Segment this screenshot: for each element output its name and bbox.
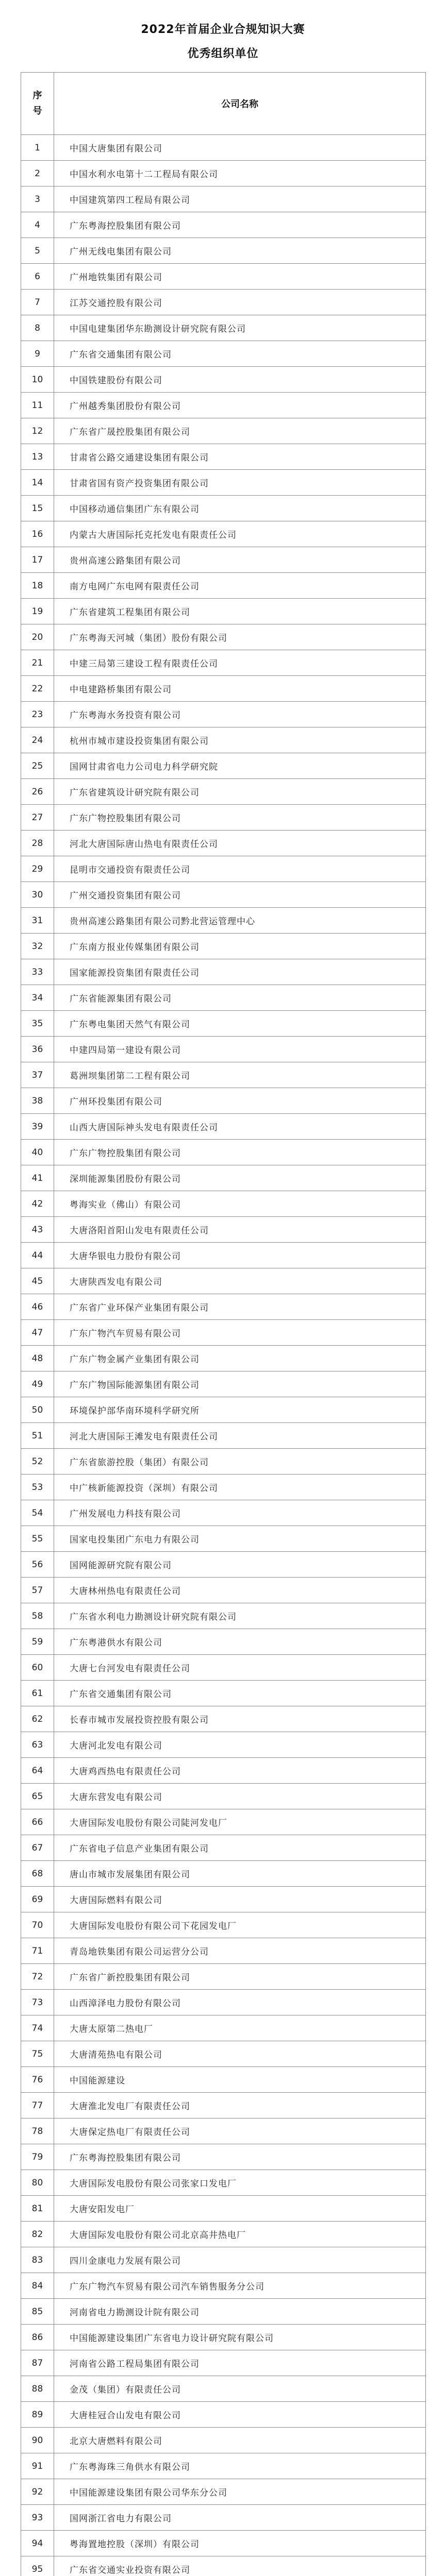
row-number: 89	[21, 2402, 54, 2428]
table-row	[21, 1140, 426, 1165]
row-number: 59	[21, 1629, 54, 1655]
table-row	[21, 1732, 426, 1758]
company-name: 大唐国际发电股份有限公司下花园发电厂	[54, 1912, 426, 1938]
header-number-line1: 序	[32, 90, 42, 101]
company-name: 广东省广晟控股集团有限公司	[54, 418, 426, 444]
row-number: 24	[21, 727, 54, 753]
table-row	[21, 599, 426, 624]
row-number: 64	[21, 1758, 54, 1784]
company-name: 广东广物汽车贸易有限公司	[54, 1320, 426, 1346]
table-row	[21, 650, 426, 676]
table-row	[21, 2093, 426, 2119]
company-name: 金茂（集团）有限责任公司	[54, 2376, 426, 2402]
row-number: 74	[21, 2015, 54, 2041]
row-number: 7	[21, 290, 54, 315]
company-name: 河北大唐国际王滩发电有限责任公司	[54, 1423, 426, 1449]
row-number: 95	[21, 2556, 54, 2576]
company-name: 环境保护部华南环境科学研究所	[54, 1397, 426, 1423]
row-number: 36	[21, 1037, 54, 1062]
row-number: 35	[21, 1011, 54, 1037]
table-row	[21, 496, 426, 521]
table-row	[21, 1165, 426, 1191]
row-number: 70	[21, 1912, 54, 1938]
row-number: 14	[21, 470, 54, 496]
company-name: 大唐安阳发电厂	[54, 2196, 426, 2222]
table-row	[21, 2556, 426, 2576]
header-row	[21, 73, 426, 135]
row-number: 33	[21, 959, 54, 985]
company-name: 大唐淮北发电厂有限责任公司	[54, 2093, 426, 2119]
table-row	[21, 1268, 426, 1294]
company-name: 河北大唐国际唐山热电有限责任公司	[54, 831, 426, 856]
row-number: 38	[21, 1088, 54, 1114]
company-name: 广东粤海天河城（集团）股份有限公司	[54, 624, 426, 650]
row-number: 46	[21, 1294, 54, 1320]
company-name: 国家能源投资集团有限责任公司	[54, 959, 426, 985]
row-number: 8	[21, 315, 54, 341]
company-name: 粤海置地控股（深圳）有限公司	[54, 2531, 426, 2556]
company-name: 河南省公路工程局集团有限公司	[54, 2350, 426, 2376]
row-number: 37	[21, 1062, 54, 1088]
table-row	[21, 1990, 426, 2015]
row-number: 66	[21, 1809, 54, 1835]
company-name: 大唐国际发电股份有限公司北京高井热电厂	[54, 2222, 426, 2247]
row-number: 57	[21, 1578, 54, 1603]
row-number: 48	[21, 1346, 54, 1371]
table-row	[21, 1578, 426, 1603]
row-number: 40	[21, 1140, 54, 1165]
table-row	[21, 2402, 426, 2428]
company-name: 大唐国际发电股份有限公司陡河发电厂	[54, 1809, 426, 1835]
table-row	[21, 727, 426, 753]
row-number: 34	[21, 985, 54, 1011]
company-name: 中国电建集团华东勘测设计研究院有限公司	[54, 315, 426, 341]
company-name: 广东省水利电力勘测设计研究院有限公司	[54, 1603, 426, 1629]
row-number: 87	[21, 2350, 54, 2376]
row-number: 84	[21, 2273, 54, 2299]
table-row	[21, 367, 426, 393]
document-title: 2022年首届企业合规知识大赛	[141, 23, 305, 36]
company-name: 贵州高速公路集团有限公司黔北营运管理中心	[54, 908, 426, 934]
table-row	[21, 212, 426, 238]
company-name: 大唐清苑热电有限公司	[54, 2041, 426, 2067]
row-number: 43	[21, 1217, 54, 1243]
row-number: 76	[21, 2067, 54, 2093]
row-number: 29	[21, 856, 54, 882]
row-number: 92	[21, 2479, 54, 2505]
row-number: 16	[21, 521, 54, 547]
table-row	[21, 2376, 426, 2402]
company-name: 中建三局第三建设工程有限责任公司	[54, 650, 426, 676]
row-number: 20	[21, 624, 54, 650]
company-name: 葛洲坝集团第二工程有限公司	[54, 1062, 426, 1088]
organizer-table	[21, 72, 426, 2576]
row-number: 10	[21, 367, 54, 393]
company-name: 大唐鸡西热电有限责任公司	[54, 1758, 426, 1784]
row-number: 63	[21, 1732, 54, 1758]
row-number: 21	[21, 650, 54, 676]
row-number: 51	[21, 1423, 54, 1449]
row-number: 39	[21, 1114, 54, 1140]
table-row	[21, 2505, 426, 2531]
row-number: 83	[21, 2247, 54, 2273]
company-name: 大唐林州热电有限责任公司	[54, 1578, 426, 1603]
table-row	[21, 1500, 426, 1526]
company-name: 山西大唐国际神头发电有限责任公司	[54, 1114, 426, 1140]
company-name: 甘肃省公路交通建设集团有限公司	[54, 444, 426, 470]
table-row	[21, 985, 426, 1011]
company-name: 广东省电子信息产业集团有限公司	[54, 1835, 426, 1861]
company-name: 国网甘肃省电力公司电力科学研究院	[54, 753, 426, 779]
row-number: 62	[21, 1706, 54, 1732]
table-row	[21, 1912, 426, 1938]
company-name: 大唐国际发电股份有限公司张家口发电厂	[54, 2170, 426, 2196]
row-number: 53	[21, 1475, 54, 1500]
company-name: 长春市城市发展投资控股有限公司	[54, 1706, 426, 1732]
table-row	[21, 1243, 426, 1268]
company-name: 广东粤海控股集团有限公司	[54, 2144, 426, 2170]
company-name: 四川金康电力发展有限公司	[54, 2247, 426, 2273]
table-row	[21, 805, 426, 831]
company-name: 深圳能源集团股份有限公司	[54, 1165, 426, 1191]
row-number: 2	[21, 161, 54, 187]
table-row	[21, 1294, 426, 1320]
table-row	[21, 2196, 426, 2222]
row-number: 94	[21, 2531, 54, 2556]
table-row	[21, 290, 426, 315]
row-number: 85	[21, 2299, 54, 2325]
table-row	[21, 393, 426, 418]
table-row	[21, 2067, 426, 2093]
row-number: 31	[21, 908, 54, 934]
row-number: 86	[21, 2325, 54, 2350]
company-name: 广东省建筑设计研究院有限公司	[54, 779, 426, 805]
row-number: 91	[21, 2453, 54, 2479]
company-name: 广东粤海珠三角供水有限公司	[54, 2453, 426, 2479]
company-name: 广东省广业环保产业集团有限公司	[54, 1294, 426, 1320]
header-cell-company-name: 公司名称	[54, 73, 426, 135]
row-number: 61	[21, 1681, 54, 1706]
row-number: 72	[21, 1964, 54, 1990]
row-number: 50	[21, 1397, 54, 1423]
company-name: 中国能源建设集团有限公司华东分公司	[54, 2479, 426, 2505]
title-block	[0, 0, 446, 72]
company-name: 广东省能源集团有限公司	[54, 985, 426, 1011]
company-name: 贵州高速公路集团有限公司	[54, 547, 426, 573]
table-row	[21, 1449, 426, 1475]
table-row	[21, 2015, 426, 2041]
table-row	[21, 2247, 426, 2273]
row-number: 80	[21, 2170, 54, 2196]
table-row	[21, 2350, 426, 2376]
table-header	[21, 73, 426, 135]
company-name: 中国大唐集团有限公司	[54, 135, 426, 161]
table-row	[21, 315, 426, 341]
table-row	[21, 238, 426, 264]
company-name: 国网能源研究院有限公司	[54, 1552, 426, 1578]
row-number: 1	[21, 135, 54, 161]
table-row	[21, 1037, 426, 1062]
table-row	[21, 1371, 426, 1397]
company-name: 广东粤海控股集团有限公司	[54, 212, 426, 238]
row-number: 68	[21, 1861, 54, 1887]
table-row	[21, 1681, 426, 1706]
table-row	[21, 959, 426, 985]
table-row	[21, 2119, 426, 2144]
company-name: 中电建路桥集团有限公司	[54, 676, 426, 702]
table-row	[21, 934, 426, 959]
company-name: 广东粤港供水有限公司	[54, 1629, 426, 1655]
row-number: 15	[21, 496, 54, 521]
row-number: 45	[21, 1268, 54, 1294]
table-row	[21, 1088, 426, 1114]
table-row	[21, 1011, 426, 1037]
company-name: 广东省交通集团有限公司	[54, 1681, 426, 1706]
row-number: 32	[21, 934, 54, 959]
row-number: 67	[21, 1835, 54, 1861]
table-row	[21, 2428, 426, 2453]
table-row	[21, 702, 426, 727]
table-row	[21, 1887, 426, 1912]
company-name: 中国水利水电第十二工程局有限公司	[54, 161, 426, 187]
table-row	[21, 2299, 426, 2325]
table-row	[21, 1475, 426, 1500]
table-row	[21, 2479, 426, 2505]
table-row	[21, 444, 426, 470]
company-name: 中广核新能源投资（深圳）有限公司	[54, 1475, 426, 1500]
company-name: 中国建筑第四工程局有限公司	[54, 187, 426, 212]
table-row	[21, 1217, 426, 1243]
row-number: 42	[21, 1191, 54, 1217]
company-name: 内蒙古大唐国际托克托发电有限责任公司	[54, 521, 426, 547]
table-row	[21, 1784, 426, 1809]
company-name: 广东广物国际能源集团有限公司	[54, 1371, 426, 1397]
row-number: 27	[21, 805, 54, 831]
row-number: 88	[21, 2376, 54, 2402]
table-row	[21, 341, 426, 367]
company-name: 大唐国际燃料有限公司	[54, 1887, 426, 1912]
row-number: 3	[21, 187, 54, 212]
table-row	[21, 2144, 426, 2170]
table-row	[21, 1809, 426, 1835]
table-row	[21, 1191, 426, 1217]
company-name: 广州地铁集团有限公司	[54, 264, 426, 290]
company-name: 大唐七台河发电有限责任公司	[54, 1655, 426, 1681]
row-number: 60	[21, 1655, 54, 1681]
table-row	[21, 1758, 426, 1784]
company-name: 南方电网广东电网有限责任公司	[54, 573, 426, 599]
company-name: 大唐华银电力股份有限公司	[54, 1243, 426, 1268]
company-name: 广州无线电集团有限公司	[54, 238, 426, 264]
row-number: 4	[21, 212, 54, 238]
row-number: 82	[21, 2222, 54, 2247]
table-row	[21, 1706, 426, 1732]
table-row	[21, 573, 426, 599]
company-name: 青岛地铁集团有限公司运营分公司	[54, 1938, 426, 1964]
row-number: 47	[21, 1320, 54, 1346]
table-row	[21, 779, 426, 805]
table-row	[21, 1629, 426, 1655]
company-name: 广东省建筑工程集团有限公司	[54, 599, 426, 624]
row-number: 23	[21, 702, 54, 727]
company-name: 甘肃省国有资产投资集团有限公司	[54, 470, 426, 496]
row-number: 78	[21, 2119, 54, 2144]
company-name: 大唐太原第二热电厂	[54, 2015, 426, 2041]
company-name: 河南省电力勘测设计院有限公司	[54, 2299, 426, 2325]
company-name: 中国能源建设	[54, 2067, 426, 2093]
row-number: 55	[21, 1526, 54, 1552]
row-number: 9	[21, 341, 54, 367]
table-row	[21, 418, 426, 444]
row-number: 81	[21, 2196, 54, 2222]
table-row	[21, 2222, 426, 2247]
company-name: 广东广物汽车贸易有限公司汽车销售服务分公司	[54, 2273, 426, 2299]
table-row	[21, 882, 426, 908]
table-row	[21, 2453, 426, 2479]
company-name: 唐山市城市发展集团有限公司	[54, 1861, 426, 1887]
table-row	[21, 831, 426, 856]
table-row	[21, 1062, 426, 1088]
row-number: 22	[21, 676, 54, 702]
table-row	[21, 624, 426, 650]
row-number: 71	[21, 1938, 54, 1964]
table-row	[21, 908, 426, 934]
table-row	[21, 547, 426, 573]
row-number: 17	[21, 547, 54, 573]
row-number: 54	[21, 1500, 54, 1526]
table-row	[21, 135, 426, 161]
company-name: 杭州市城市建设投资集团有限公司	[54, 727, 426, 753]
row-number: 30	[21, 882, 54, 908]
company-name: 广东省交通集团有限公司	[54, 341, 426, 367]
company-name: 广东省广新控股集团有限公司	[54, 1964, 426, 1990]
table-row	[21, 1423, 426, 1449]
row-number: 69	[21, 1887, 54, 1912]
row-number: 44	[21, 1243, 54, 1268]
row-number: 75	[21, 2041, 54, 2067]
row-number: 79	[21, 2144, 54, 2170]
table-row	[21, 1552, 426, 1578]
company-name: 昆明市交通投资有限责任公司	[54, 856, 426, 882]
company-name: 广州交通投资集团有限公司	[54, 882, 426, 908]
table-row	[21, 1835, 426, 1861]
header-cell-number	[21, 73, 54, 135]
table-row	[21, 753, 426, 779]
table-row	[21, 856, 426, 882]
company-name: 广州发展电力科技有限公司	[54, 1500, 426, 1526]
table-row	[21, 2170, 426, 2196]
row-number: 58	[21, 1603, 54, 1629]
document-subtitle: 优秀组织单位	[187, 47, 259, 60]
table-row	[21, 1320, 426, 1346]
company-name: 广东广物控股集团有限公司	[54, 1140, 426, 1165]
company-name: 大唐桂冠合山发电有限公司	[54, 2402, 426, 2428]
row-number: 6	[21, 264, 54, 290]
company-name: 中国移动通信集团广东有限公司	[54, 496, 426, 521]
table-row	[21, 1526, 426, 1552]
row-number: 25	[21, 753, 54, 779]
table-row	[21, 676, 426, 702]
table-row	[21, 1655, 426, 1681]
row-number: 11	[21, 393, 54, 418]
row-number: 12	[21, 418, 54, 444]
company-name: 国家电投集团广东电力有限公司	[54, 1526, 426, 1552]
table-row	[21, 2273, 426, 2299]
company-name: 大唐河北发电有限公司	[54, 1732, 426, 1758]
row-number: 93	[21, 2505, 54, 2531]
company-name: 广东广物控股集团有限公司	[54, 805, 426, 831]
row-number: 5	[21, 238, 54, 264]
row-number: 49	[21, 1371, 54, 1397]
row-number: 19	[21, 599, 54, 624]
company-name: 中国能源建设集团广东省电力设计研究院有限公司	[54, 2325, 426, 2350]
table-row	[21, 1346, 426, 1371]
table-row	[21, 264, 426, 290]
company-name: 江苏交通控股有限公司	[54, 290, 426, 315]
row-number: 18	[21, 573, 54, 599]
row-number: 41	[21, 1165, 54, 1191]
table-row	[21, 1397, 426, 1423]
table-row	[21, 1603, 426, 1629]
table-body	[21, 135, 426, 2576]
row-number: 90	[21, 2428, 54, 2453]
table-row	[21, 470, 426, 496]
header-number-line2: 号	[32, 106, 42, 116]
table-row	[21, 1114, 426, 1140]
company-name: 中建四局第一建设有限公司	[54, 1037, 426, 1062]
company-name: 大唐保定热电厂有限责任公司	[54, 2119, 426, 2144]
table-row	[21, 2531, 426, 2556]
table-row	[21, 2325, 426, 2350]
company-name: 北京大唐燃料有限公司	[54, 2428, 426, 2453]
company-name: 中国铁建股份有限公司	[54, 367, 426, 393]
company-name: 广东粤海水务投资有限公司	[54, 702, 426, 727]
table-row	[21, 187, 426, 212]
table-row	[21, 521, 426, 547]
row-number: 28	[21, 831, 54, 856]
company-name: 国网浙江省电力有限公司	[54, 2505, 426, 2531]
company-name: 大唐东营发电有限公司	[54, 1784, 426, 1809]
table-row	[21, 2041, 426, 2067]
table-row	[21, 1938, 426, 1964]
company-name: 广东粤电集团天然气有限公司	[54, 1011, 426, 1037]
company-name: 广东广物金属产业集团有限公司	[54, 1346, 426, 1371]
company-name: 大唐陕西发电有限公司	[54, 1268, 426, 1294]
table-row	[21, 161, 426, 187]
organizer-table-wrapper	[21, 72, 425, 2576]
row-number: 13	[21, 444, 54, 470]
company-name: 粤海实业（佛山）有限公司	[54, 1191, 426, 1217]
row-number: 65	[21, 1784, 54, 1809]
table-row	[21, 1861, 426, 1887]
company-name: 广东省旅游控股（集团）有限公司	[54, 1449, 426, 1475]
table-row	[21, 1964, 426, 1990]
company-name: 广东省交通实业投资有限公司	[54, 2556, 426, 2576]
company-name: 广东南方报业传媒集团有限公司	[54, 934, 426, 959]
company-name: 广州越秀集团股份有限公司	[54, 393, 426, 418]
row-number: 26	[21, 779, 54, 805]
company-name: 山西漳泽电力股份有限公司	[54, 1990, 426, 2015]
row-number: 56	[21, 1552, 54, 1578]
company-name: 广州环投集团有限公司	[54, 1088, 426, 1114]
row-number: 77	[21, 2093, 54, 2119]
row-number: 73	[21, 1990, 54, 2015]
company-name: 大唐洛阳首阳山发电有限责任公司	[54, 1217, 426, 1243]
row-number: 52	[21, 1449, 54, 1475]
